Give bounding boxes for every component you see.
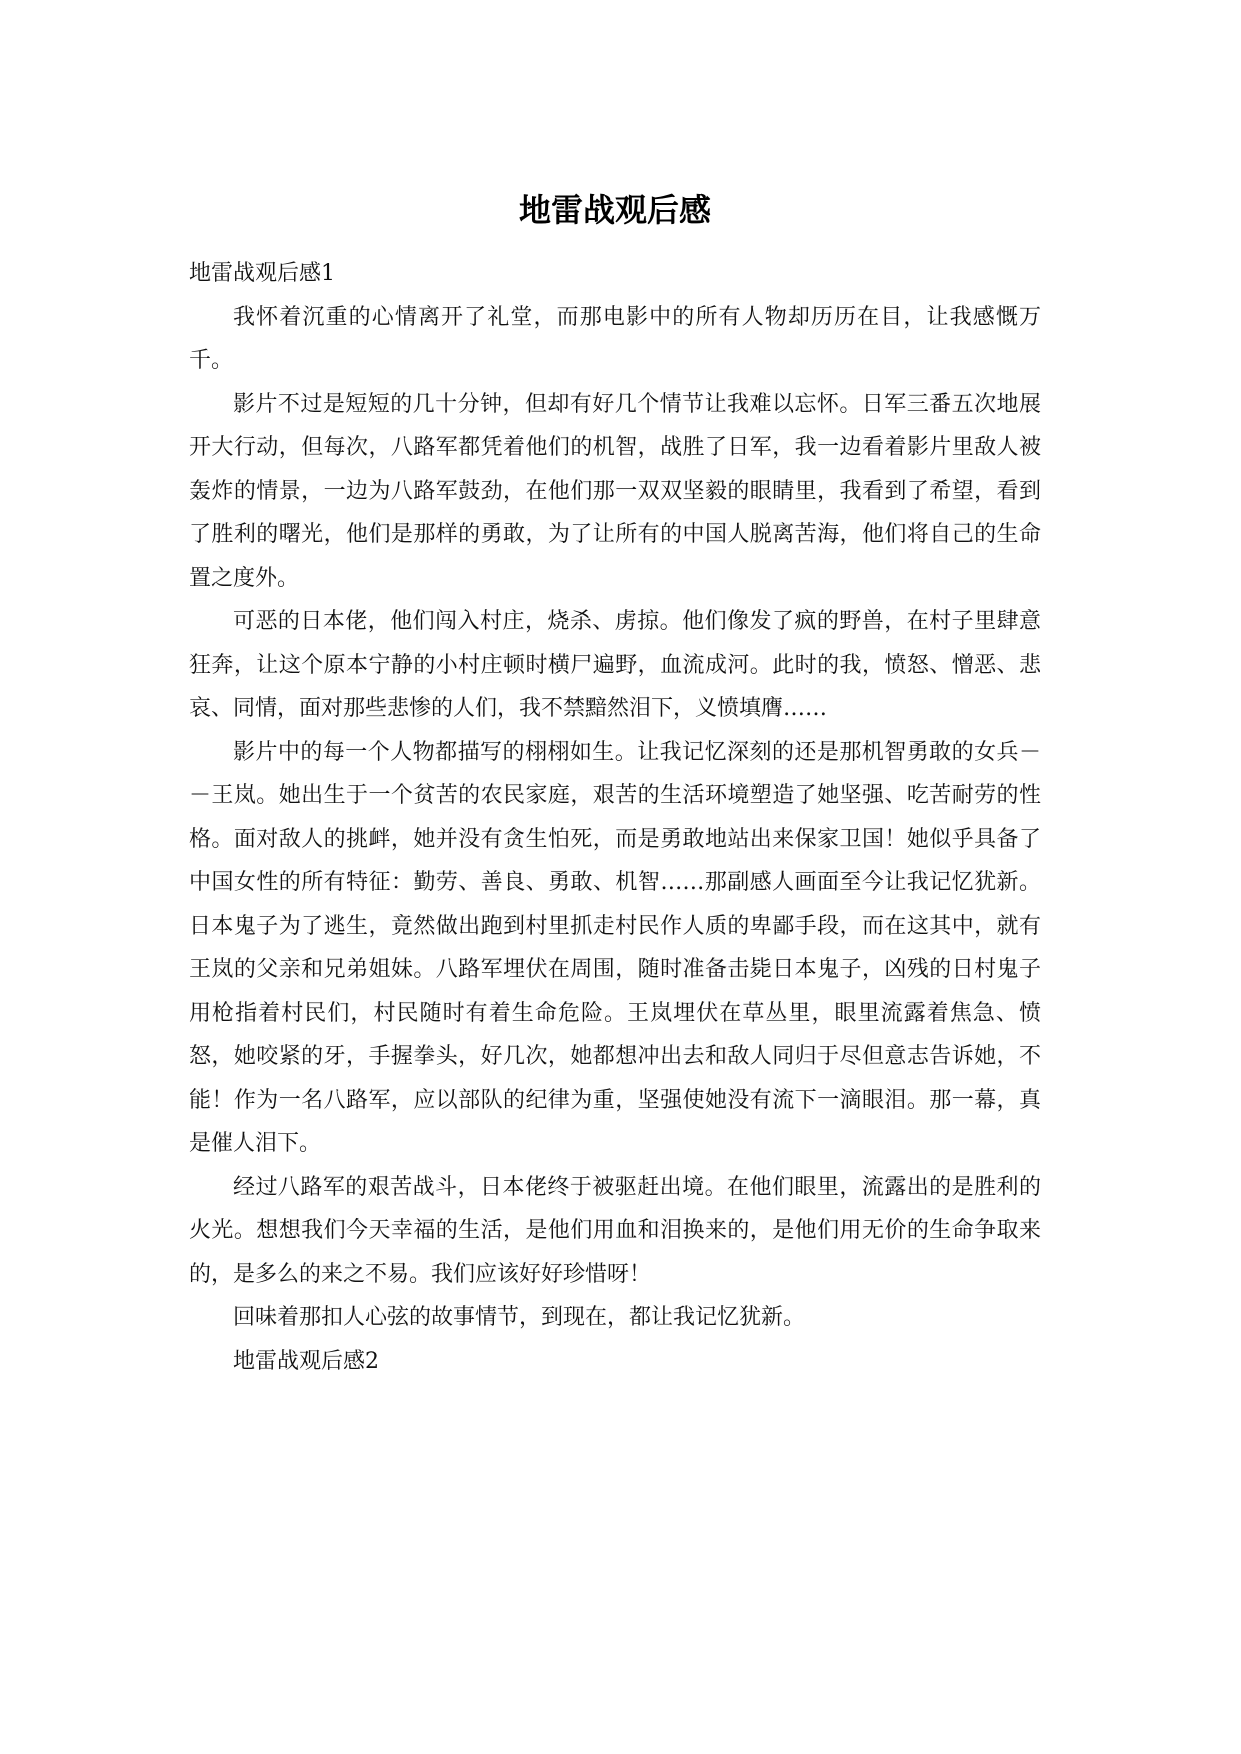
paragraph: 我怀着沉重的心情离开了礼堂，而那电影中的所有人物却历历在目，让我感慨万千。 xyxy=(189,304,1041,373)
section-heading-2: 地雷战观后感2 xyxy=(233,1348,379,1374)
paragraph: 经过八路军的艰苦战斗，日本佬终于被驱赶出境。在他们眼里，流露出的是胜利的火光。想想我们今天幸福的生活，是他们用血和泪换来的，是他们用无价的生命争取来的，是多么的来之不易。我们应该好好珍惜呀！ xyxy=(189,1174,1041,1287)
paragraph: 影片不过是短短的几十分钟，但却有好几个情节让我难以忘怀。日军三番五次地展开大行动，但每次，八路军都凭着他们的机智，战胜了日军，我一边看着影片里敌人被轰炸的情景，一边为八路军鼓劲，在他们那一双双坚毅的眼睛里，我看到了希望，看到了胜利的曙光，他们是那样的勇敢，为了让所有的中国人脱离苦海，他们将自己的生命置之度外。 xyxy=(189,391,1041,591)
paragraph: 可恶的日本佬，他们闯入村庄，烧杀、虏掠。他们像发了疯的野兽，在村子里肆意狂奔，让这个原本宁静的小村庄顿时横尸遍野，血流成河。此时的我，愤怒、憎恶、悲哀、同情，面对那些悲惨的人们，我不禁黯然泪下，义愤填膺…… xyxy=(189,609,1041,721)
paragraph: 影片中的每一个人物都描写的栩栩如生。让我记忆深刻的还是那机智勇敢的女兵－－王岚。她出生于一个贫苦的农民家庭，艰苦的生活环境塑造了她坚强、吃苦耐劳的性格。面对敌人的挑衅，她并没有贪生怕死，而是勇敢地站出来保家卫国！她似乎具备了中国女性的所有特征：勤劳、善良、勇敢、机智……那副感人画面至今让我记忆犹新。日本鬼子为了逃生，竟然做出跑到村里抓走村民作人质的卑鄙手段，而在这其中，就有王岚的父亲和兄弟姐妹。八路军埋伏在周围，随时准备击毙日本鬼子，凶残的日村鬼子用枪指着村民们，村民随时有着生命危险。王岚埋伏在草丛里，眼里流露着焦急、愤怒，她咬紧的牙，手握拳头，好几次，她都想冲出去和敌人同归于尽但意志告诉她，不能！作为一名八路军，应以部队的纪律为重，坚强使她没有流下一滴眼泪。那一幕，真是催人泪下。 xyxy=(189,739,1041,1156)
section-heading-1: 地雷战观后感1 xyxy=(189,261,335,286)
document-title: 地雷战观后感 xyxy=(518,191,711,229)
paragraph: 回味着那扣人心弦的故事情节，到现在，都让我记忆犹新。 xyxy=(233,1305,806,1330)
document-body xyxy=(189,252,1041,1383)
